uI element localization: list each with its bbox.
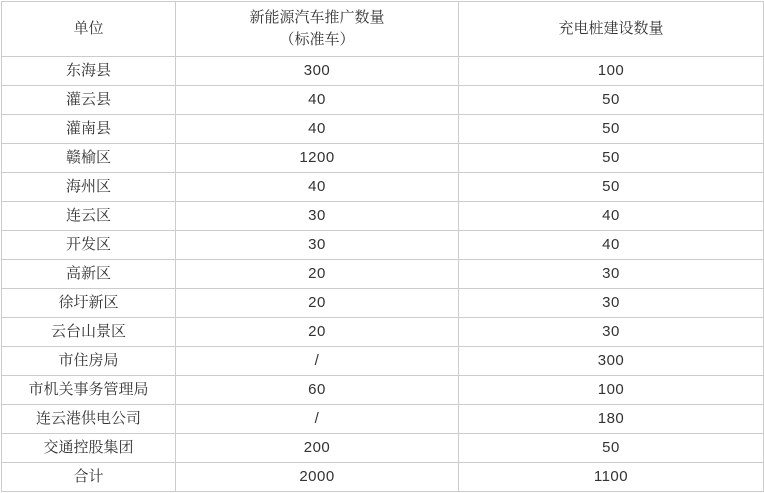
cell-vehicles: 20	[176, 260, 459, 289]
cell-chargers: 40	[459, 202, 764, 231]
cell-vehicles: 40	[176, 86, 459, 115]
cell-vehicles: 20	[176, 289, 459, 318]
cell-unit: 市住房局	[2, 347, 176, 376]
table-row	[2, 115, 764, 144]
cell-unit: 东海县	[2, 57, 176, 86]
cell-unit: 连云港供电公司	[2, 405, 176, 434]
cell-chargers: 180	[459, 405, 764, 434]
table-row-total	[2, 463, 764, 492]
cell-vehicles: 20	[176, 318, 459, 347]
cell-unit: 海州区	[2, 173, 176, 202]
cell-unit: 市机关事务管理局	[2, 376, 176, 405]
cell-unit: 合计	[2, 463, 176, 492]
table-header-row	[2, 2, 764, 57]
cell-chargers: 1100	[459, 463, 764, 492]
table-row	[2, 57, 764, 86]
cell-chargers: 300	[459, 347, 764, 376]
cell-vehicles: 300	[176, 57, 459, 86]
header-vehicles-line2: （标准车）	[279, 31, 355, 48]
cell-unit: 高新区	[2, 260, 176, 289]
cell-chargers: 50	[459, 434, 764, 463]
cell-chargers: 50	[459, 86, 764, 115]
cell-vehicles: /	[176, 347, 459, 376]
cell-unit: 徐圩新区	[2, 289, 176, 318]
cell-unit: 云台山景区	[2, 318, 176, 347]
cell-chargers: 50	[459, 115, 764, 144]
table-row	[2, 173, 764, 202]
cell-vehicles: 60	[176, 376, 459, 405]
table-page	[0, 1, 764, 493]
cell-vehicles: /	[176, 405, 459, 434]
table-row	[2, 347, 764, 376]
cell-vehicles: 30	[176, 202, 459, 231]
table-row	[2, 405, 764, 434]
table-row	[2, 260, 764, 289]
cell-unit: 开发区	[2, 231, 176, 260]
header-cell-unit: 单位	[2, 2, 176, 57]
cell-vehicles: 2000	[176, 463, 459, 492]
cell-chargers: 30	[459, 260, 764, 289]
cell-chargers: 30	[459, 289, 764, 318]
table-row	[2, 231, 764, 260]
cell-chargers: 100	[459, 376, 764, 405]
cell-vehicles: 40	[176, 173, 459, 202]
table-row	[2, 202, 764, 231]
cell-unit: 灌南县	[2, 115, 176, 144]
cell-vehicles: 30	[176, 231, 459, 260]
cell-unit: 灌云县	[2, 86, 176, 115]
table-row	[2, 376, 764, 405]
cell-vehicles: 40	[176, 115, 459, 144]
header-cell-vehicles	[176, 2, 459, 57]
cell-vehicles: 200	[176, 434, 459, 463]
table-row	[2, 144, 764, 173]
cell-unit: 连云区	[2, 202, 176, 231]
ev-charger-allocation-table	[1, 1, 764, 492]
table-row	[2, 86, 764, 115]
cell-chargers: 50	[459, 144, 764, 173]
cell-unit: 交通控股集团	[2, 434, 176, 463]
cell-chargers: 40	[459, 231, 764, 260]
table-row	[2, 318, 764, 347]
cell-chargers: 50	[459, 173, 764, 202]
cell-chargers: 30	[459, 318, 764, 347]
cell-vehicles: 1200	[176, 144, 459, 173]
table-row	[2, 289, 764, 318]
cell-unit: 赣榆区	[2, 144, 176, 173]
cell-chargers: 100	[459, 57, 764, 86]
header-cell-chargers: 充电桩建设数量	[459, 2, 764, 57]
header-vehicles-line1: 新能源汽车推广数量	[249, 9, 385, 27]
table-row	[2, 434, 764, 463]
